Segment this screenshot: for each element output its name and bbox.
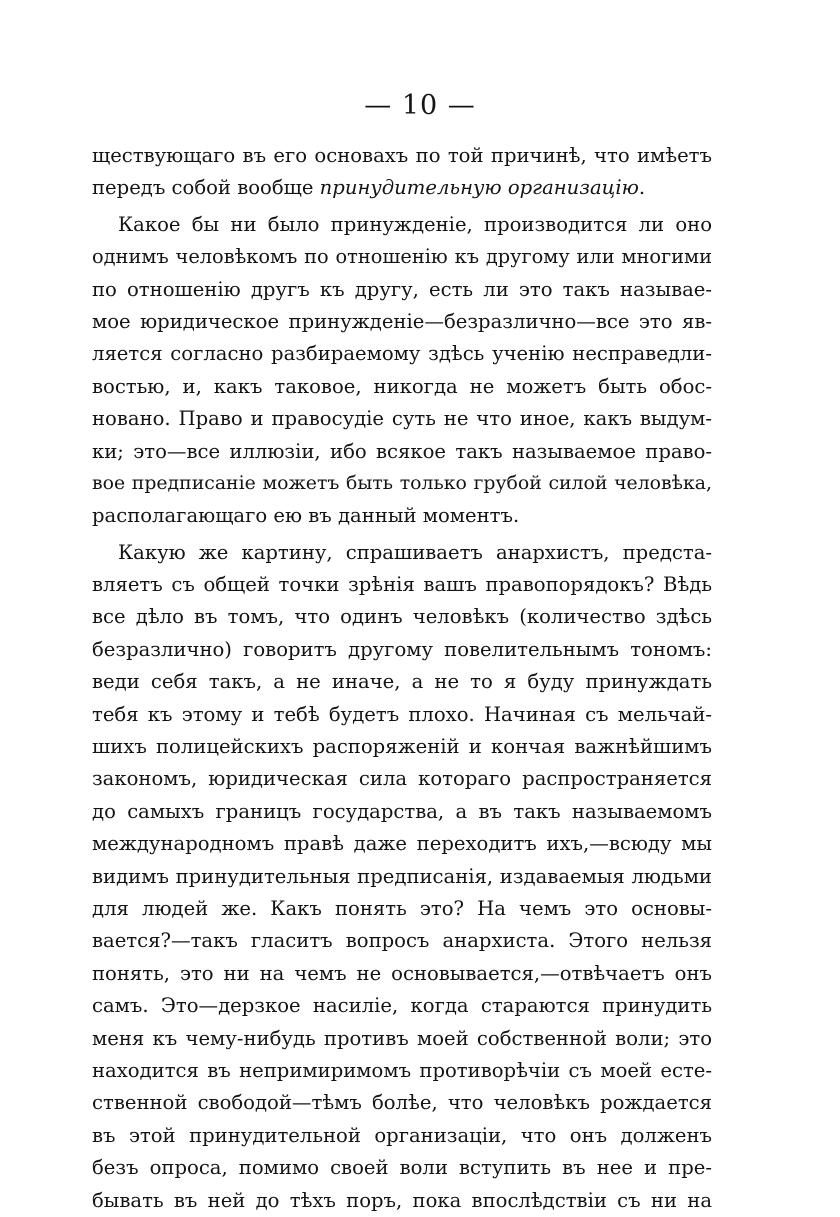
text-line: самъ. Это—дерзкое насиліе, когда стараются принудить (92, 994, 712, 1018)
text-line: бывать въ ней до тѣхъ поръ, пока впослѣдствіи съ ни на (92, 1188, 712, 1212)
text-line: вляетъ съ общей точки зрѣнія вашъ правопорядокъ? Вѣдь (92, 573, 712, 597)
paragraph (92, 537, 712, 1217)
text-line: безъ опроса, помимо своей воли вступить въ нее и пре- (92, 1156, 712, 1180)
text-line: меня къ чему-нибудь противъ моей собственной воли; это (92, 1026, 712, 1050)
text-line: до самыхъ границъ государства, а въ такъ называемомъ (92, 799, 712, 823)
text-line: Какую же картину, спрашиваетъ анархистъ, предста- (118, 540, 712, 564)
text-line: закономъ, юридическая сила котораго распространяется (92, 767, 712, 791)
text-line: находится въ непримиримомъ противорѣчіи съ моей есте- (92, 1058, 712, 1082)
text-line: новано. Право и правосудіе суть не что иное, какъ выдум- (92, 407, 712, 431)
page-body (92, 140, 712, 1217)
text-line: безразлично) говоритъ другому повелительнымъ тономъ: (92, 637, 712, 661)
text-line: тебя къ этому и тебѣ будетъ плохо. Начиная съ мельчай- (92, 702, 712, 726)
text-line: Какое бы ни было принужденіе, производится ли оно (118, 212, 712, 236)
emphasized-term: принудительную организацію (319, 176, 639, 200)
text-line: ки; это—все иллюзіи, ибо всякое такъ называемое право- (92, 439, 712, 463)
text-line: вое предписаніе можетъ быть только грубой силой человѣка, (92, 472, 712, 494)
text-line: мое юридическое принужденіе—безразлично—все это яв- (92, 309, 712, 333)
text-line: ществующаго въ его основахъ по той причинѣ, что имѣетъ (92, 144, 712, 167)
text-line: ственной свободой—тѣмъ болѣе, что человѣкъ рождается (92, 1091, 712, 1115)
text-line: располагающаго ею въ данный моментъ. (92, 504, 520, 528)
paragraph (92, 209, 712, 533)
text-run: . (638, 176, 646, 200)
page-number: — 10 — (364, 90, 476, 121)
paragraph (92, 140, 712, 205)
text-line: для людей же. Какъ понять это? На чемъ это основы- (92, 896, 712, 920)
text-line (92, 172, 712, 204)
text-line: видимъ принудительныя предписанія, издаваемыя людьми (92, 864, 712, 888)
text-line: въ этой принудительной организаціи, что онъ долженъ (92, 1123, 712, 1147)
text-line: понять, это ни на чемъ не основывается,—отвѣчаетъ онъ (92, 961, 712, 985)
text-line: ляется согласно разбираемому здѣсь ученію несправедли- (92, 342, 712, 366)
text-line: все дѣло въ томъ, что одинъ человѣкъ (количество здѣсь (92, 605, 712, 629)
text-line: вается?—такъ гласитъ вопросъ анархиста. Этого нельзя (92, 929, 712, 953)
text-line: веди себя такъ, а не иначе, а не то я буду принуждать (92, 670, 712, 694)
text-line: шихъ полицейскихъ распоряженій и кончая важнѣйшимъ (92, 735, 712, 759)
text-line: международномъ правѣ даже переходитъ ихъ,—всюду мы (92, 832, 712, 856)
text-line: по отношенію другъ къ другу, есть ли это такъ называе- (92, 277, 712, 301)
text-line: однимъ человѣкомъ по отношенію къ другому или многими (92, 245, 712, 269)
text-line: востью, и, какъ таковое, никогда не можетъ быть обос- (92, 374, 712, 398)
text-run: передъ собой вообще (92, 176, 320, 200)
